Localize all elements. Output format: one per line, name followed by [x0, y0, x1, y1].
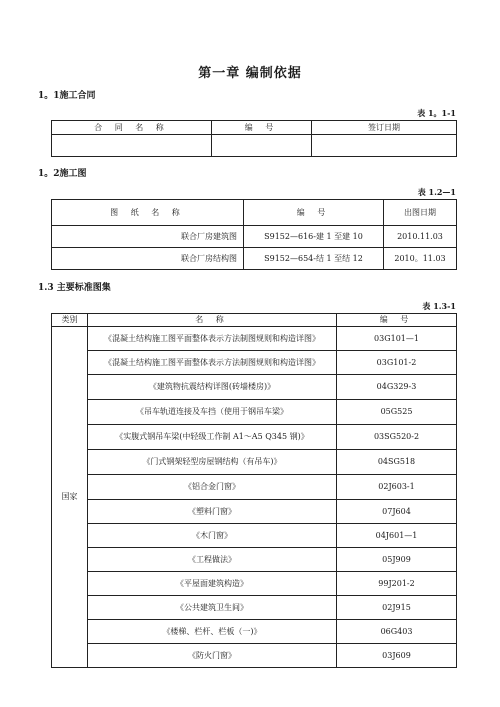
table-cell: 《平屋面建筑构造》 [88, 572, 337, 596]
table-cell: 《混凝土结构施工图平面整体表示方法制图规则和构造详图》 [88, 327, 337, 351]
table-cell: 《实腹式钢吊车梁(中轻级工作制 A1～A5 Q345 钢)》 [88, 425, 337, 450]
table-cell: 04SG518 [337, 450, 457, 475]
table-cell [212, 135, 312, 157]
header-standard-number: 编 号 [337, 314, 457, 327]
table-cell: 《木门窗》 [88, 524, 337, 548]
table-cell: 2010。11.03 [384, 248, 457, 270]
header-drawing-name: 图 纸 名 称 [52, 200, 244, 226]
header-standard-name: 名 称 [88, 314, 337, 327]
table-cell: 04J601—1 [337, 524, 457, 548]
table-cell: 《门式钢架轻型房屋钢结构（有吊车)》 [88, 450, 337, 475]
table-cell: 07J604 [337, 500, 457, 524]
table-cell: 99J201-2 [337, 572, 457, 596]
table-cell: 2010.11.03 [384, 226, 457, 248]
table-header-row [52, 121, 457, 135]
table-cell: 03SG520-2 [337, 425, 457, 450]
table-cell: 《公共建筑卫生间》 [88, 596, 337, 620]
table-cell: 05G525 [337, 400, 457, 425]
table-cell [52, 135, 212, 157]
section-heading-contract: 1。1施工合同 [38, 91, 96, 101]
table-cell: 《吊车轨道连接及车挡（使用于钢吊车梁》 [88, 400, 337, 425]
table-cell: 《防火门窗》 [88, 644, 337, 668]
table-row [52, 450, 457, 475]
table-cell: 《铝合金门窗》 [88, 475, 337, 500]
table-cell: 04G329-3 [337, 375, 457, 400]
table-row [52, 226, 457, 248]
table-cell: S9152—654-结 1 至结 12 [244, 248, 384, 270]
table-cell: 《塑料门窗》 [88, 500, 337, 524]
table-header-row [52, 200, 457, 226]
table-row [52, 524, 457, 548]
header-category: 类别 [52, 314, 88, 327]
standards-table [51, 313, 457, 668]
table-row [52, 425, 457, 450]
table-cell: 02J603-1 [337, 475, 457, 500]
table-cell: 02J915 [337, 596, 457, 620]
table-row [52, 351, 457, 375]
table-row [52, 644, 457, 668]
table-caption-contract: 表 1。1-1 [417, 108, 456, 118]
table-cell: 联合厂房建筑图 [52, 226, 244, 248]
table-row [52, 620, 457, 644]
table-row [52, 500, 457, 524]
header-contract-name: 合 同 名 称 [52, 121, 212, 135]
drawings-table [51, 199, 457, 270]
header-drawing-number: 编 号 [244, 200, 384, 226]
table-row [52, 548, 457, 572]
section-heading-standards: 1.3 主要标准图集 [38, 283, 111, 293]
table-cell: 03G101-2 [337, 351, 457, 375]
table-header-row [52, 314, 457, 327]
table-row [52, 475, 457, 500]
table-row [52, 400, 457, 425]
header-signing-date: 签订日期 [312, 121, 457, 135]
contract-table [51, 120, 457, 157]
table-caption-drawings: 表 1.2—1 [417, 187, 456, 197]
table-cell: 联合厂房结构图 [52, 248, 244, 270]
table-row [52, 327, 457, 351]
table-cell: 03G101—1 [337, 327, 457, 351]
table-cell: 05J909 [337, 548, 457, 572]
table-row [52, 375, 457, 400]
table-row [52, 135, 457, 157]
table-row [52, 596, 457, 620]
table-cell: 《工程做法》 [88, 548, 337, 572]
table-cell: 《楼梯、栏杆、栏板（一)》 [88, 620, 337, 644]
table-cell: 《混凝土结构施工图平面整体表示方法制图规则和构造详图》 [88, 351, 337, 375]
table-row [52, 248, 457, 270]
table-caption-standards: 表 1.3-1 [422, 301, 456, 311]
table-cell: S9152—616-建 1 至建 10 [244, 226, 384, 248]
section-heading-drawings: 1。2施工图 [38, 169, 87, 179]
chapter-title: 第一章 编制依据 [198, 66, 302, 81]
table-cell [312, 135, 457, 157]
header-issue-date: 出图日期 [384, 200, 457, 226]
table-cell: 03J609 [337, 644, 457, 668]
category-cell: 国家 [52, 327, 88, 668]
table-cell: 《建筑物抗震结构详图(砖墙楼房)》 [88, 375, 337, 400]
table-cell: 06G403 [337, 620, 457, 644]
table-row [52, 572, 457, 596]
header-contract-number: 编 号 [212, 121, 312, 135]
